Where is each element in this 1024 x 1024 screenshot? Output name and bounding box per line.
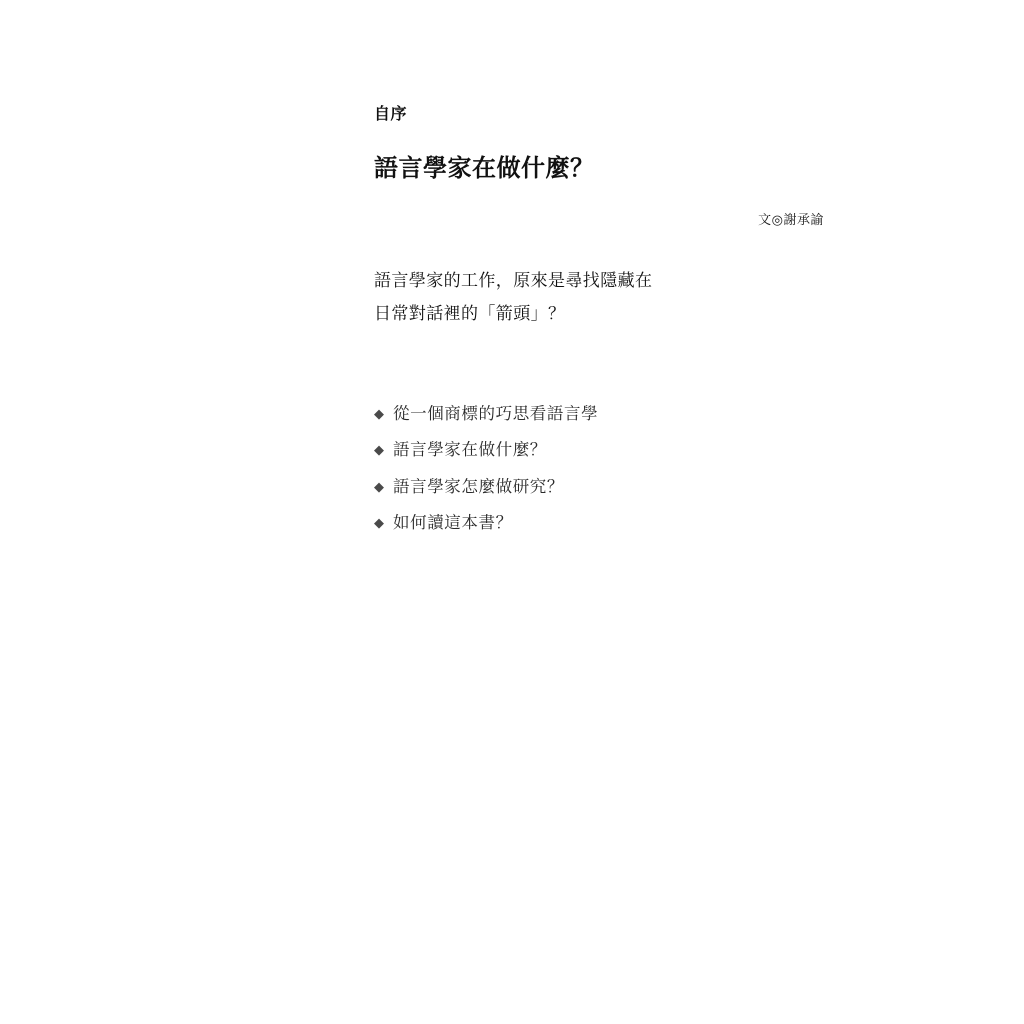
section-kicker: 自序 xyxy=(374,104,408,123)
diamond-bullet-icon: ◆ xyxy=(374,514,384,530)
list-item xyxy=(374,403,934,425)
list-item xyxy=(374,512,934,534)
lede-line-2: 日常對話裡的「箭頭」？ xyxy=(374,303,566,324)
byline-row xyxy=(374,209,824,229)
list-item xyxy=(374,476,934,498)
diamond-bullet-icon: ◆ xyxy=(374,406,384,422)
page-content xyxy=(374,104,934,550)
list-item xyxy=(374,439,934,461)
toc-entry-label: 語言學家怎麼做研究？ xyxy=(393,476,564,496)
toc-entry-label: 從一個商標的巧思看語言學 xyxy=(393,404,599,424)
page-title: 語言學家在做什麼？ xyxy=(374,152,595,182)
diamond-bullet-icon: ◆ xyxy=(374,442,384,458)
diamond-bullet-icon: ◆ xyxy=(374,478,384,494)
toc-entry-label: 如何讀這本書？ xyxy=(393,512,513,532)
lede-line-1: 語言學家的工作，原來是尋找隱藏在 xyxy=(374,270,653,291)
toc-entry-label: 語言學家在做什麼？ xyxy=(393,440,547,460)
author-byline: 文◎謝承諭 xyxy=(758,212,824,228)
lede-paragraph xyxy=(374,265,704,331)
table-of-contents xyxy=(374,403,934,534)
